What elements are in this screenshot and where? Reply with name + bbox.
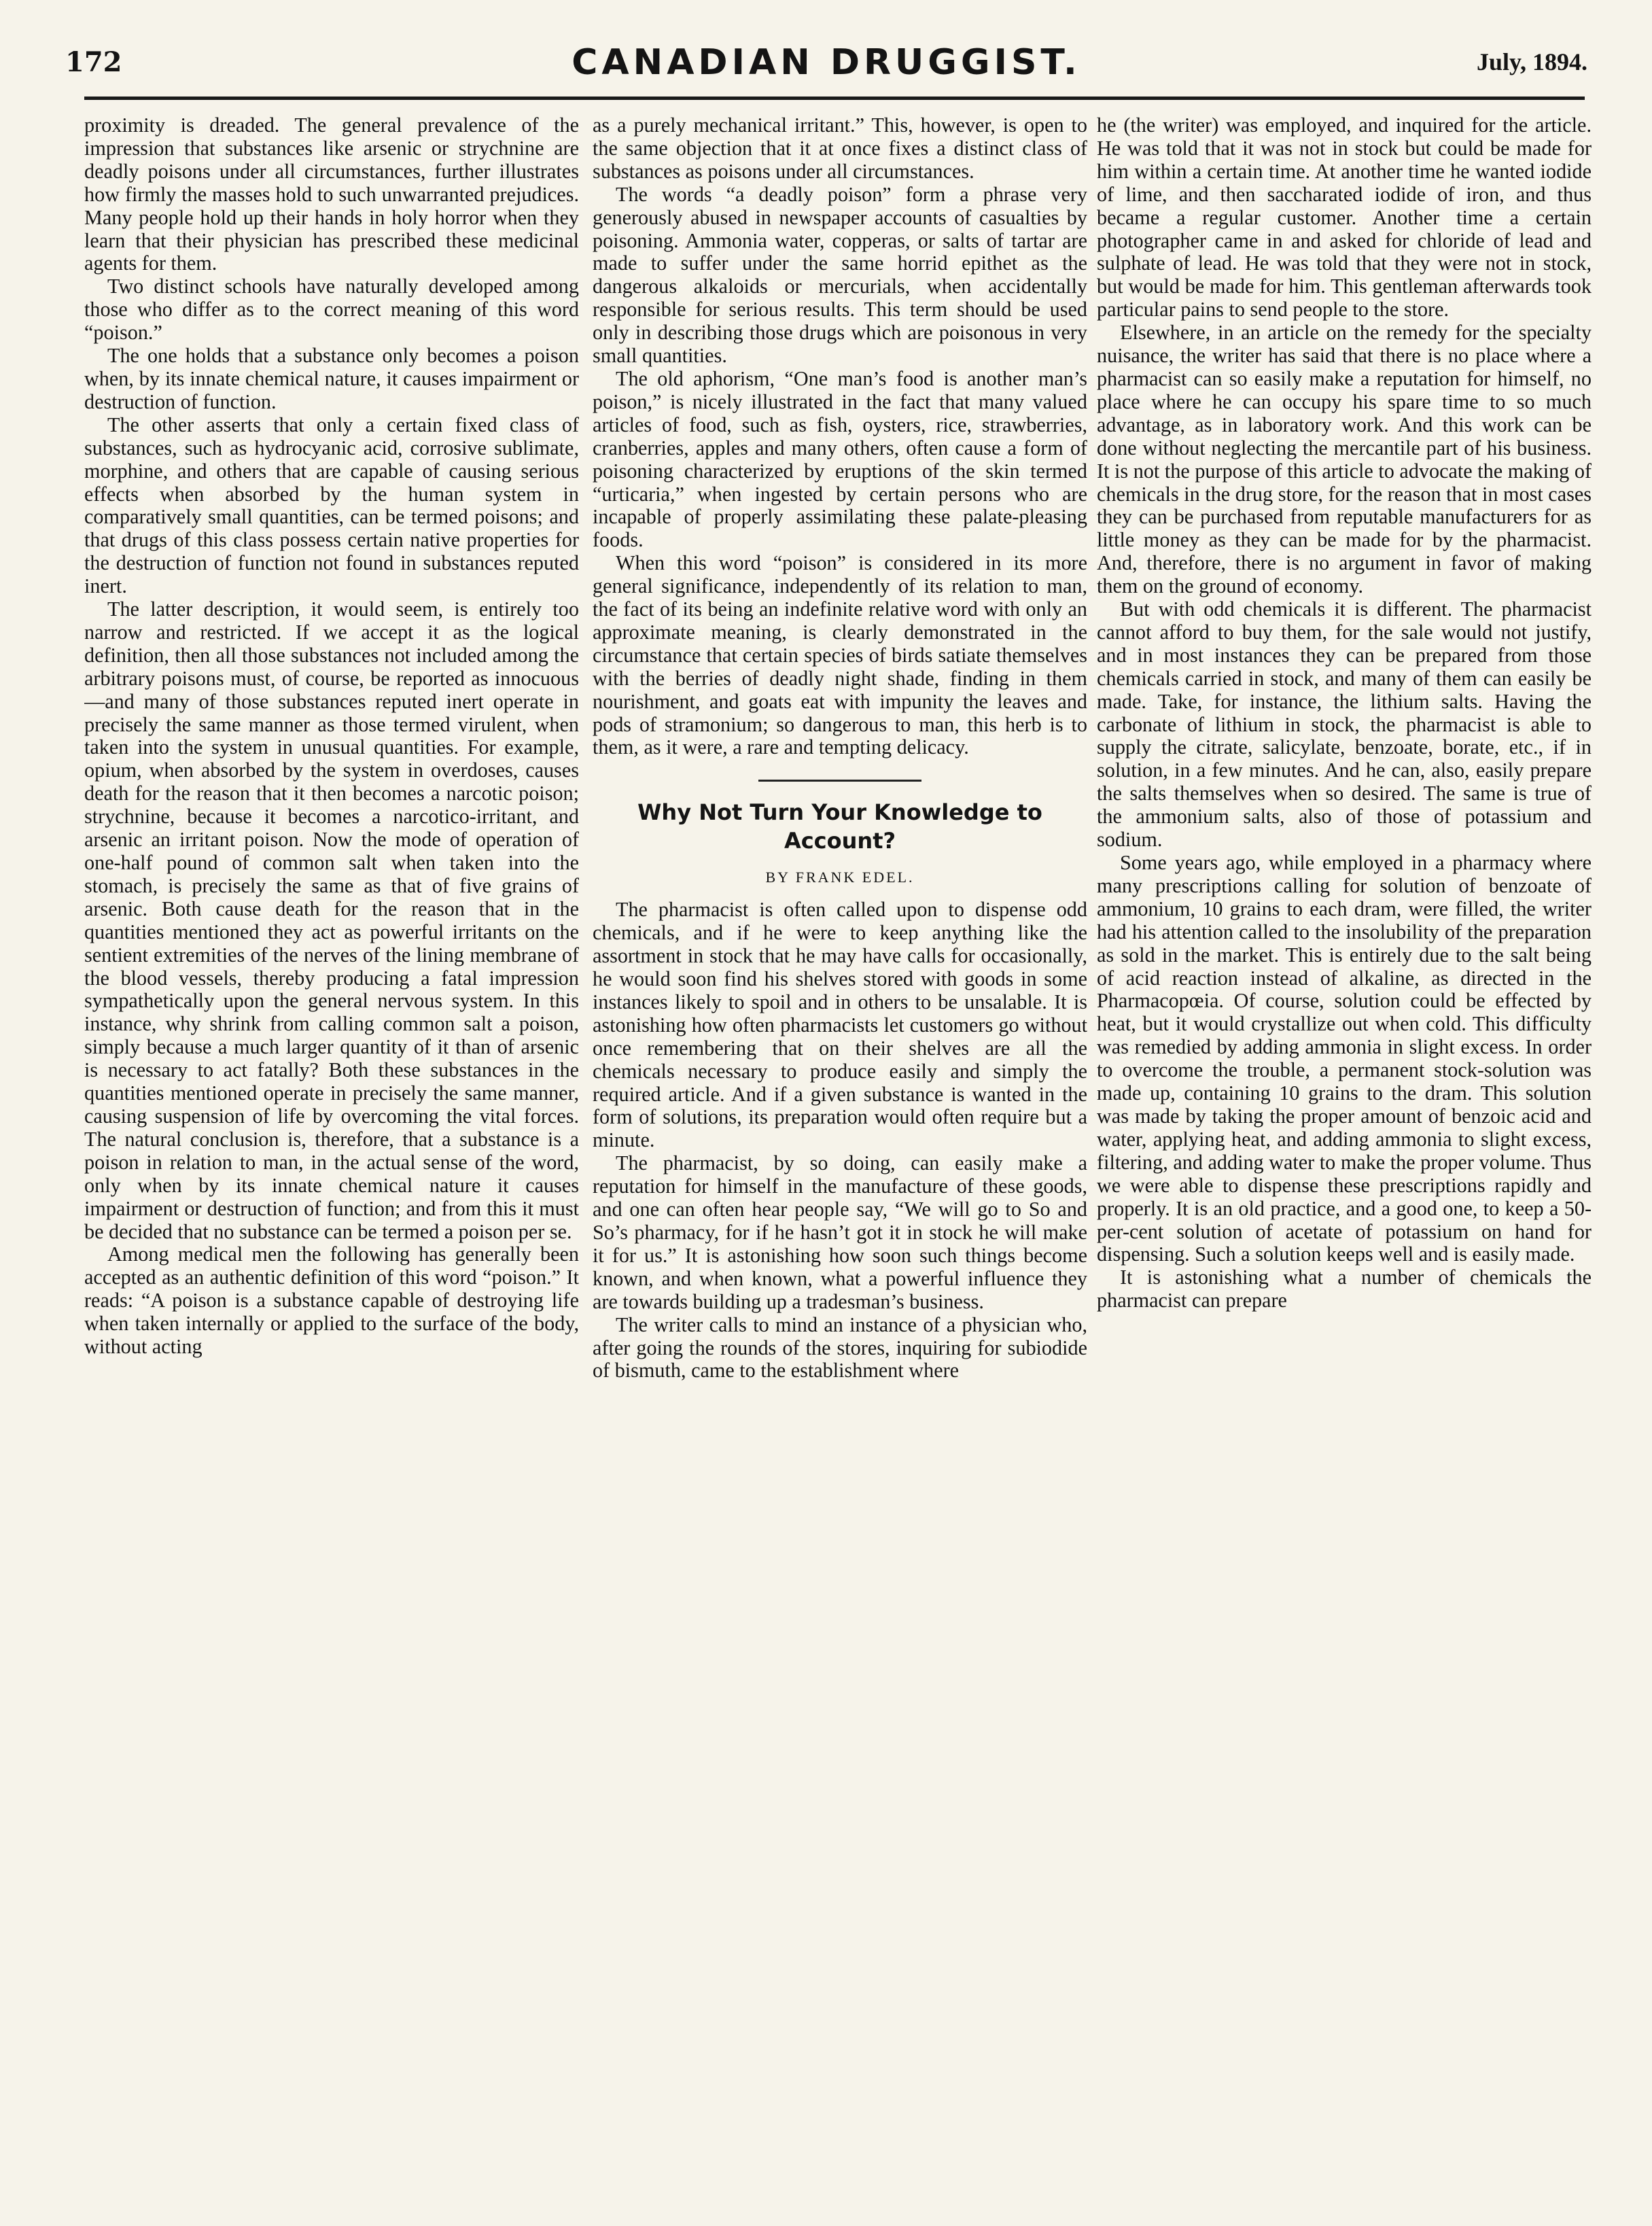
paragraph: The writer calls to mind an instance of a physician who, after going the rounds of the stores, inquiring for subiodide of bismuth, came to the establishment where <box>593 1312 1087 1382</box>
paragraph: The one holds that a substance only becomes a poison when, by its innate chemical nature, it causes impairment or destruction of function. <box>84 344 579 413</box>
paragraph: But with odd chemicals it is different. The pharmacist cannot afford to buy them, for the sale would not justify, and in most instances they can be prepared from those chemicals carried in stock, and many of them can easily be made. Take, for instance, the lithium salts. Having the carbonate of lithium in stock, the pharmacist is able to supply the citrate, salicylate, benzoate, borate, etc., if in solution, in a few minutes. And he can, also, easily prepare the salts themselves when so desired. The same is true of the ammonium salts, also of those of potassium and sodium. <box>1097 597 1592 852</box>
paragraph: The pharmacist, by so doing, can easily make a reputation for himself in the manufacture of these goods, and one can often hear people say, “We will go to So and So’s pharmacy, for if he hasn’t got it in stock he will make it for us.” It is astonishing how soon such things become known, and when known, what a powerful influence they are towards building up a tradesman’s business. <box>593 1151 1087 1313</box>
column-3 <box>1097 114 1592 2187</box>
paragraph: It is astonishing what a number of chemicals the pharmacist can prepare <box>1097 1266 1592 1312</box>
paragraph: Some years ago, while employed in a pharmacy where many prescriptions calling for solution of benzoate of ammonium, 10 grains to each dram, were filled, the writer had his attention called to the insolubility of the preparation as sold in the market. This is entirely due to the salt being of acid reaction instead of alkaline, as directed in the Pharmacopœia. Of course, solution could be effected by heat, but it would crystallize out when cold. This difficulty was remedied by adding ammonia in slight excess. In order to overcome the trouble, a permanent stock-solution was made up, containing 10 grains to the dram. This solution was made by taking the proper amount of benzoic acid and water, applying heat, and adding ammonia to slight excess, filtering, and adding water to make the proper volume. Thus we were able to dispense these prescriptions rapidly and properly. It is an old practice, and a good one, to keep a 50-per-cent solution of acetate of potassium on hand for dispensing. Such a solution keeps well and is easily made. <box>1097 851 1592 1266</box>
paragraph: he (the writer) was employed, and inquired for the article. He was told that it was not in stock but could be made for him within a certain time. At another time he wanted iodide of lime, and then saccharated iodide of iron, and thus became a regular customer. Another time a certain photographer came in and asked for chloride of lead and sulphate of lead. He was told that they were not in stock, but would be made for him. This gentleman afterwards took particular pains to send people to the store. <box>1097 114 1592 321</box>
article-byline: BY FRANK EDEL. <box>765 869 915 886</box>
paragraph: The other asserts that only a certain fixed class of substances, such as hydrocyanic acid, corrosive sublimate, morphine, and others that are capable of causing serious effects when absorbed by the human system in comparatively small quantities, can be termed poisons; and that drugs of this class possess certain native properties for the destruction of function not found in substances reputed inert. <box>84 413 579 598</box>
paragraph: Two distinct schools have naturally developed among those who differ as to the correct meaning of this word “poison.” <box>84 275 579 345</box>
paragraph: The old aphorism, “One man’s food is another man’s poison,” is nicely illustrated in the fact that many valued articles of food, such as fish, oysters, rice, strawberries, cranberries, apples and many others, often cause a form of poisoning characterized by eruptions of the skin termed “urticaria,” when ingested by certain persons who are incapable of properly assimilating these palate-pleasing foods. <box>593 366 1087 552</box>
issue-date: July, 1894. <box>1476 48 1587 75</box>
paragraph: Elsewhere, in an article on the remedy for the specialty nuisance, the writer has said that there is no place where a pharmacist can so easily make a reputation for himself, no place where he can occupy his spare time to so much advantage, as in laboratory work. And this work can be done without neglecting the mercantile part of his business. It is not the purpose of this article to advocate the making of chemicals in the drug store, for the reason that in most cases they can be purchased from reputable manufacturers for as little money as they can be made for by the pharmacist. And, therefore, there is no argument in favor of making them on the ground of economy. <box>1097 321 1592 598</box>
header-rule <box>84 97 1585 100</box>
journal-title: CANADIAN DRUGGIST. <box>572 42 1081 83</box>
page-header <box>65 42 1587 86</box>
column-1 <box>84 114 579 2187</box>
column-2 <box>593 114 1087 2187</box>
paragraph: Among medical men the following has generally been accepted as an authentic definition of this word “poison.” It reads: “A poison is a substance capable of destroying life when taken internally or applied to the surface of the body, without acting <box>84 1242 579 1359</box>
section-separator <box>758 780 921 782</box>
paragraph: The pharmacist is often called upon to dispense odd chemicals, and if he were to keep anything like the assortment in stock that he may have calls for occasionally, he would soon find his shelves stored with goods in some instances likely to spoil and in others to be unsalable. It is astonishing how often pharmacists let customers go without once remembering that on their shelves are all the chemicals necessary to produce easily and simply the required article. And if a given substance is wanted in the form of solutions, its preparation would often require but a minute. <box>593 898 1087 1152</box>
article-heading: Why Not Turn Your Knowledge to Account? <box>637 799 1042 854</box>
paragraph: as a purely mechanical irritant.” This, however, is open to the same objection that it at once fixes a distinct class of substances as poisons under all circumstances. <box>593 114 1087 183</box>
paragraph: When this word “poison” is considered in its more general significance, independently of its relation to man, the fact of its being an indefinite relative word with only an approximate meaning, is clearly demonstrated in the circumstance that certain species of birds satiate themselves with the berries of deadly night shade, finding in them nourishment, and goats eat with impunity the leaves and pods of stramonium; so dangerous to man, this herb is to them, as it were, a rare and tempting delicacy. <box>593 551 1087 759</box>
paragraph: proximity is dreaded. The general prevalence of the impression that substances like arsenic or strychnine are deadly poisons under all circumstances, further illustrates how firmly the masses hold to such unwarranted prejudices. Many people hold up their hands in holy horror when they learn that their physician has prescribed these medicinal agents for them. <box>84 114 579 275</box>
page-number: 172 <box>65 46 122 78</box>
paragraph: The words “a deadly poison” form a phrase very generously abused in newspaper accounts of casualties by poisoning. Ammonia water, copperas, or salts of tartar are made to suffer under the same horrid epithet as the dangerous alkaloids or mercurials, when accidentally responsible for serious results. This term should be used only in describing those drugs which are poisonous in very small quantities. <box>593 182 1087 368</box>
paragraph: The latter description, it would seem, is entirely too narrow and restricted. If we accept it as the logical definition, then all those substances not included among the arbitrary poisons must, of course, be reported as innocuous—and many of those substances reputed inert operate in precisely the same manner as those termed virulent, when taken into the system in unusual quantities. For example, opium, when absorbed by the system in overdoses, causes death for the reason that it then becomes a narcotic poison; strychnine, because it becomes a narcotico-irritant, and arsenic an irritant poison. Now the mode of operation of one-half pound of common salt when taken into the stomach, is precisely the same as that of five grains of arsenic. Both cause death for the reason that in the quantities mentioned they act as powerful irritants on the sentient extremities of the nerves of the lining membrane of the blood vessels, thereby producing a fatal impression sympathetically upon the general nervous system. In this instance, why shrink from calling common salt a poison, simply because a much larger quantity of it than of arsenic is necessary to act fatally? Both these substances in the quantities mentioned operate in precisely the same manner, causing suspension of life by overcoming the vital forces. The natural conclusion is, therefore, that a substance is a poison in relation to man, in the actual sense of the word, only when by its innate chemical nature it causes impairment or destruction of function; and from this it must be decided that no substance can be termed a poison per se. <box>84 597 579 1243</box>
